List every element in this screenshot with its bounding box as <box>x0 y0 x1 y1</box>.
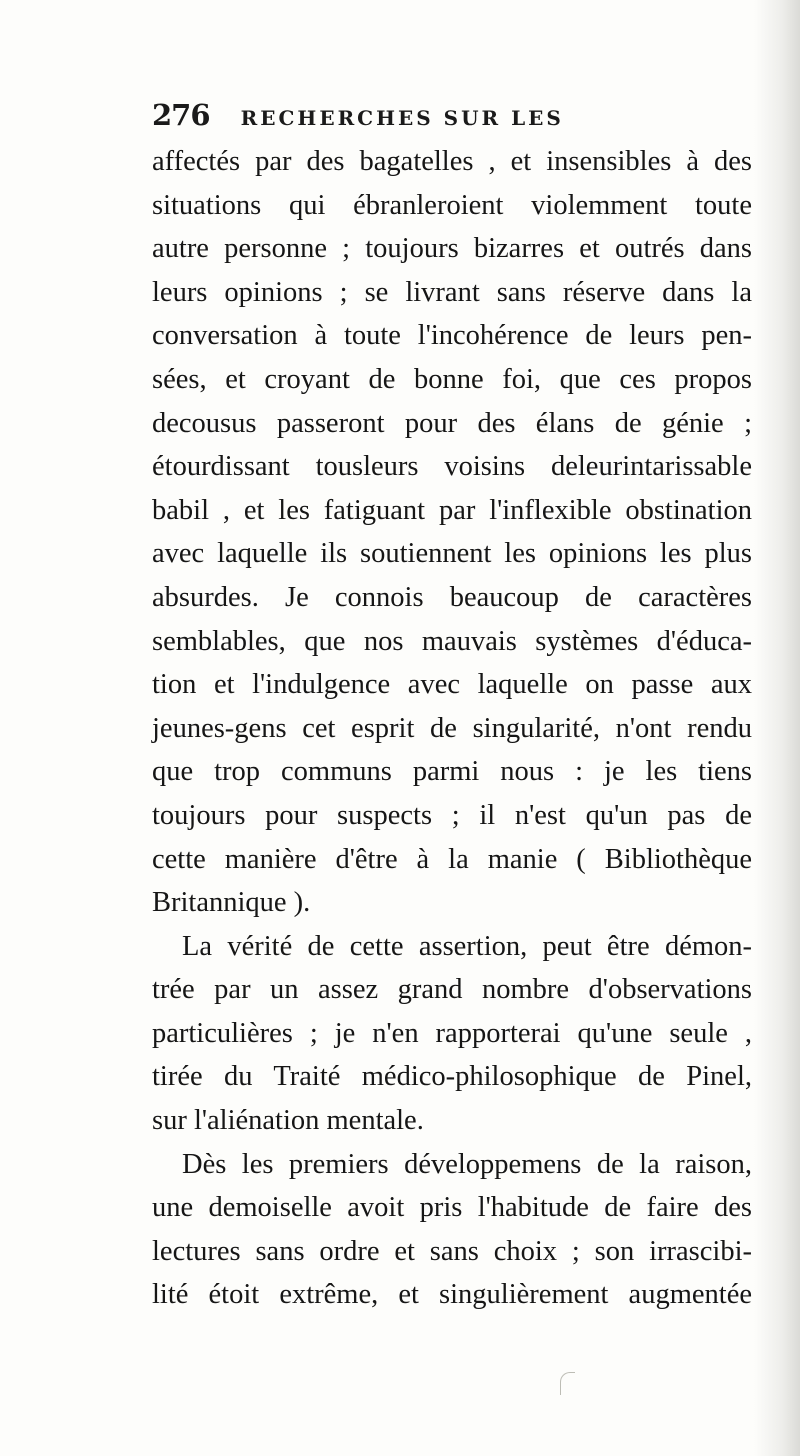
text-line: particulières ; je n'en rapporterai qu'une seule , <box>152 1017 752 1049</box>
text-line: autre personne ; toujours bizarres et outrés dans <box>152 233 752 265</box>
text-line: toujours pour suspects ; il n'est qu'un pas de <box>152 799 752 831</box>
text-line: babil , et les fatiguant par l'inflexible obstination <box>152 494 752 526</box>
text-line: decousus passeront pour des élans de génie ; <box>152 407 752 439</box>
page-number: 276 <box>152 98 210 132</box>
text-line: trée par un assez grand nombre d'observations <box>152 974 752 1006</box>
text-line: jeunes-gens cet esprit de singularité, n'ont rendu <box>152 712 752 744</box>
text-line: avec laquelle ils soutiennent les opinions les plus <box>152 538 752 570</box>
text-line: absurdes. Je connois beaucoup de caractères <box>152 581 752 613</box>
text-line: semblables, que nos mauvais systèmes d'éduca- <box>152 625 752 657</box>
text-line: sur l'aliénation mentale. <box>152 1105 424 1137</box>
text-line: une demoiselle avoit pris l'habitude de faire des <box>152 1192 752 1224</box>
page-gutter-shadow <box>754 0 800 1456</box>
text-line: tirée du Traité médico-philosophique de Pinel, <box>152 1061 752 1093</box>
text-line: lectures sans ordre et sans choix ; son irrascibi- <box>152 1235 752 1267</box>
page-blemish <box>560 1372 575 1395</box>
body-text <box>152 140 752 1317</box>
text-line: affectés par des bagatelles , et insensibles à des <box>152 146 752 177</box>
text-line: lité étoit extrême, et singulièrement augmentée <box>152 1279 752 1311</box>
text-line: étourdissant tousleurs voisins deleurintarissable <box>152 451 752 483</box>
text-line: conversation à toute l'incohérence de leurs pen- <box>152 320 752 352</box>
text-line: Britannique ). <box>152 887 311 919</box>
text-line: La vérité de cette assertion, peut être démon- <box>182 930 752 962</box>
text-line: que trop communs parmi nous : je les tiens <box>152 756 752 788</box>
text-line: cette manière d'être à la manie ( Bibliothèque <box>152 843 752 875</box>
text-line: leurs opinions ; se livrant sans réserve dans la <box>152 276 752 308</box>
page-header <box>152 98 652 134</box>
text-line: tion et l'indulgence avec laquelle on passe aux <box>152 669 752 701</box>
text-line: sées, et croyant de bonne foi, que ces propos <box>152 363 752 395</box>
text-line: Dès les premiers développemens de la raison, <box>182 1148 752 1180</box>
running-head: RECHERCHES SUR LES <box>240 106 564 130</box>
text-line: situations qui ébranleroient violemment toute <box>152 189 752 221</box>
